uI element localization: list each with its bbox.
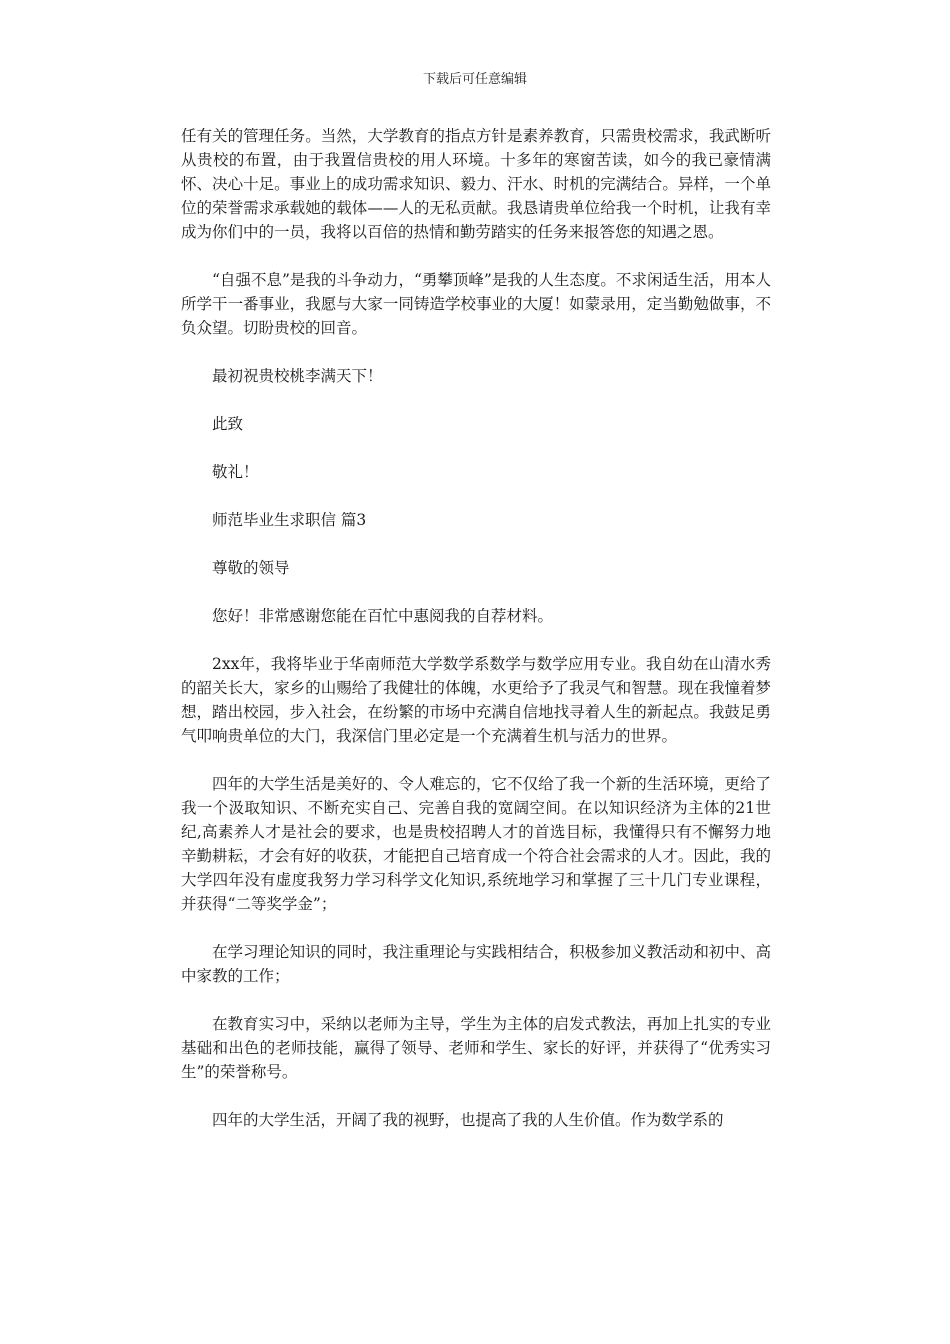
paragraph-university-life: 四年的大学生活是美好的、令人难忘的，它不仅给了我一个新的生活环境，更给了我一个汲取知识、不断充实自己、完善自我的宽阔空间。在以知识经济为主体的21世纪,高素养人才是社会的要求，也是贵校招聘人才的首选目标，我懂得只有不懈努力地辛勤耕耘，才会有好的收获，才能把自己培育成一个符合社会需求的人才。因此，我的大学四年没有虚度我努力学习科学文化知识,系统地学习和掌握了三十几门专业课程，并获得“二等奖学金”； xyxy=(181,775,771,913)
paragraph-introduction: 2xx年，我将毕业于华南师范大学数学系数学与数学应用专业。我自幼在山清水秀的韶关长大，家乡的山赐给了我健壮的体魄，水更给予了我灵气和智慧。现在我憧着梦想，踏出校园，步入社会，在纷繁的市场中充满自信地找寻着人生的新起点。我鼓足勇气叩响贵单位的大门，我深信门里必定是一个充满着生机与活力的世界。 xyxy=(181,655,771,745)
paragraph-closing-salutation: 此致 xyxy=(212,415,244,433)
paragraph-greeting: 尊敬的领导 xyxy=(212,559,290,577)
paragraph-summary: 四年的大学生活，开阔了我的视野，也提高了我的人生价值。作为数学系的 xyxy=(212,1111,724,1129)
section-title: 师范毕业生求职信 篇3 xyxy=(212,511,367,529)
paragraph-motto: “自强不息”是我的斗争动力，“勇攀顶峰”是我的人生态度。不求闲适生活，用本人所学干一番事业，我愿与大家一同铸造学校事业的大厦！如蒙录用，定当勤勉做事，不负众望。切盼贵校的回音。 xyxy=(181,271,771,337)
paragraph-continuation: 任有关的管理任务。当然，大学教育的指点方针是素养教育，只需贵校需求，我武断听从贵校的布置，由于我置信贵校的用人环境。十多年的寒窗苦读，如今的我已豪情满怀、决心十足。事业上的成功需求知识、毅力、汗水、时机的完满结合。异样，一个单位的荣誉需求承载她的载体——人的无私贡献。我恳请贵单位给我一个时机，让我有幸成为你们中的一员，我将以百倍的热情和勤劳踏实的任务来报答您的知遇之恩。 xyxy=(181,127,771,241)
paragraph-internship: 在教育实习中，采纳以老师为主导，学生为主体的启发式教法，再加上扎实的专业基础和出色的老师技能，赢得了领导、老师和学生、家长的好评，并获得了“优秀实习生”的荣誉称号。 xyxy=(181,1015,771,1081)
paragraph-wishes: 最初祝贵校桃李满天下！ xyxy=(212,367,383,385)
page-header: 下载后可任意编辑 xyxy=(422,72,527,87)
paragraph-regards: 敬礼！ xyxy=(212,463,259,481)
paragraph-thanks: 您好！非常感谢您能在百忙中惠阅我的自荐材料。 xyxy=(212,607,554,625)
letter-body xyxy=(181,124,771,1156)
paragraph-practice: 在学习理论知识的同时，我注重理论与实践相结合，积极参加义教活动和初中、高中家教的工作； xyxy=(181,943,771,985)
